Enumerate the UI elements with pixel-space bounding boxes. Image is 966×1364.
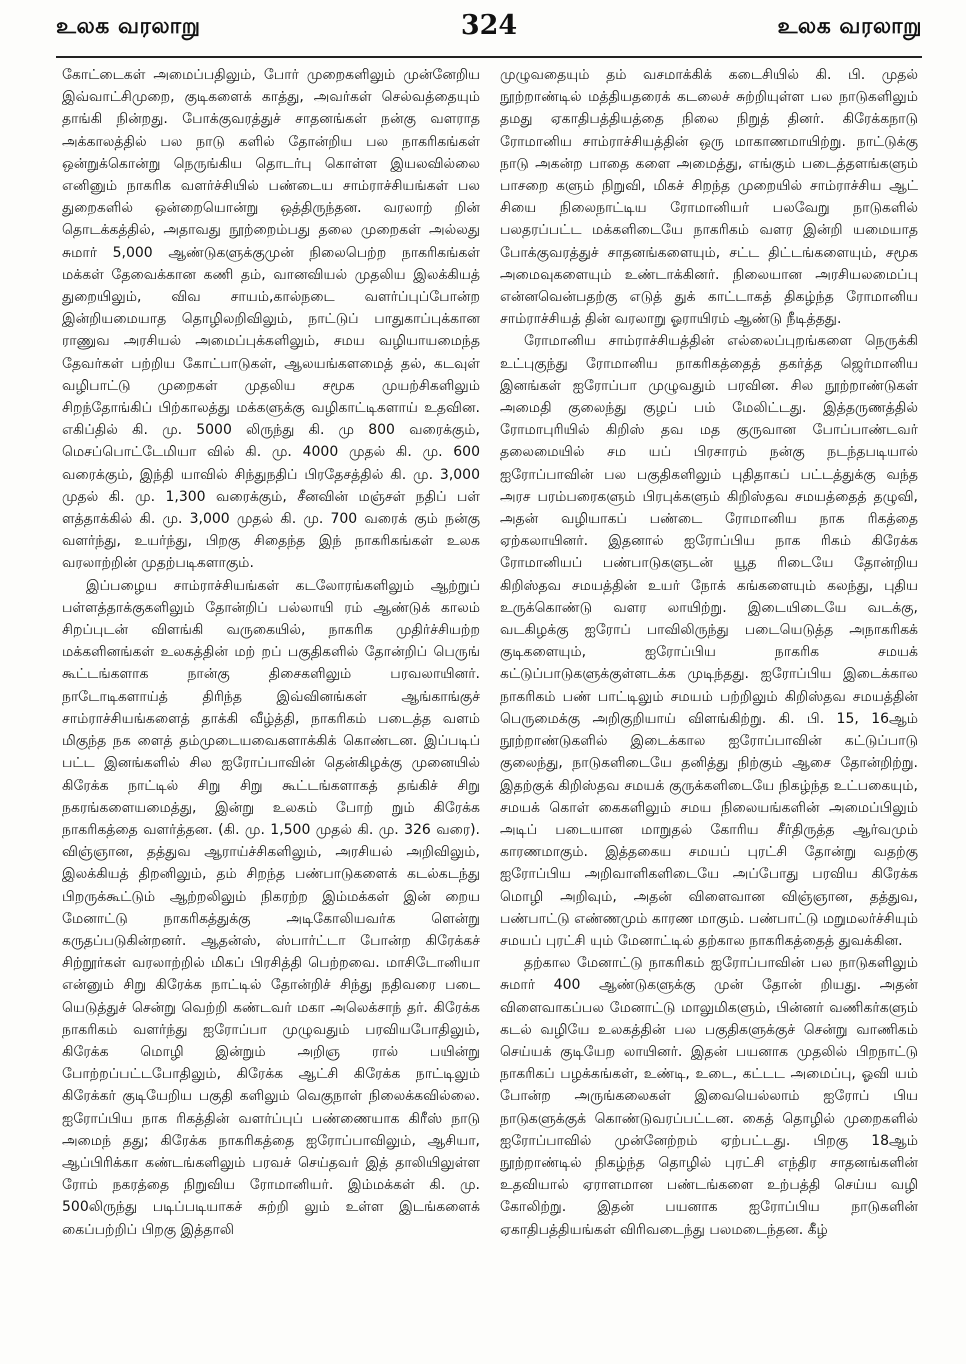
- page-number: 324: [460, 10, 518, 41]
- left-column: [62, 64, 480, 1356]
- right-paragraph-1: முழுவதையும் தம் வசமாக்கிக் கடைசியில் கி. பி. முதல் நூற்றாண்டில் மத்தியதரைக் கடலைச் சுற்றியுள்ள பல நாடுகளிலும் தமது ஏகாதிபத்தியத்தை நிலை நிறுத் தினர். கிரேக்கநாடு ரோமானிய சாம்ராச்சியத்தின் ஒரு மாகாணமாயிற்று. நாட்டுக்கு நாடு அகன்ற பாதை களை அமைத்து, எங்கும் படைத்தளங்களும் பாசறை களும் நிறுவி, மிகச் சிறந்த முறையில் சாம்ராச்சிய ஆட் சியை நிலைநாட்டிய ரோமானியர் பலவேறு நாடுகளில் பலதரப்பட்ட மக்களிடையே நாகரிகம் வளர இன்றி யமையாத போக்குவரத்துச் சாதனங்களையும், சட்ட திட்டங்களையும், சமூக அமைவுகளையும் உண்டாக்கினர். நிலையான அரசியலமைப்பு என்னவென்பதற்கு எடுத் துக் காட்டாகத் திகழ்ந்த ரோமானிய சாம்ராச்சியத் தின் வரலாறு ஓராயிரம் ஆண்டு நீடித்தது.: [500, 67, 918, 328]
- running-title-left: உலக வரலாறு: [56, 14, 201, 39]
- right-paragraph-3: தற்கால மேனாட்டு நாகரிகம் ஐரோப்பாவின் பல நாடுகளிலும் சுமார் 400 ஆண்டுகளுக்கு முன் தோன் றியது. அதன் விளைவாகப்பல மேனாட்டு மாலுமிகளும், பின்னர் வணிகர்களும் கடல் வழியே உலகத்தின் பல பகுதிகளுக்குச் சென்று வாணிகம் செய்யக் குடியேற லாயினர். இதன் பயனாக முதலில் பிறநாட்டு நாகரிகப் பழக்கங்கள், உண்டி, உடை, கட்டட அமைப்பு, ஓவி யம் போன்ற அருங்கலைகள் இவையெல்லாம் ஐரோப் பிய நாடுகளுக்குக் கொண்டுவரப்பட்டன. கைத் தொழில் முறைகளில் ஐரோப்பாவில் முன்னேற்றம் ஏற்பட்டது. பிறகு 18ஆம் நூற்றாண்டில் நிகழ்ந்த தொழில் புரட்சி எந்திர சாதனங்களின் உதவியால் ஏராளமான பண்டங்களை உற்பத்தி செய்ய வழி கோலிற்று. இதன் பயனாக ஐரோப்பிய நாடுகளின் ஏகாதிபத்தியங்கள் விரிவடைந்து பலமடைந்தன. கீழ்: [500, 955, 918, 1238]
- left-paragraph-1: கோட்டைகள் அமைப்பதிலும், போர் முறைகளிலும் முன்னேறிய இவ்வாட்சிமுறை, குடிகளைக் காத்து, அவர்கள் செல்வத்தையும் தாங்கி நின்றது. போக்குவரத்துச் சாதனங்கள் நன்கு வளராத அக்காலத்தில் பல நாடு களில் தோன்றிய பல நாகரிகங்கள் ஒன்றுக்கொன்று நெருங்கிய தொடர்பு கொள்ள இயலவில்லை எனினும் நாகரிக வளர்ச்சியில் பண்டைய சாம்ராச்சியங்கள் பல துறைகளில் ஒன்றையொன்று ஒத்திருந்தன. வரலாற் றின் தொடக்கத்தில், அதாவது நூற்றைம்பது தலை முறைகள் அல்லது சுமார் 5,000 ஆண்டுகளுக்குமுன் நிலைபெற்ற நாகரிகங்கள் மக்கள் தேவைக்கான கணி தம், வானவியல் முதலிய இலக்கியத் துறையிலும், விவ சாயம்,கால்நடை வளர்ப்புப்போன்ற இன்றியமையாத தொழிலறிவிலும், நாட்டுப் பாதுகாப்புக்கான ராணுவ அரசியல் அமைப்புக்களிலும், சமய வழியாயமைந்த தேவர்கள் பற்றிய கோட்பாடுகள், ஆலயங்களமைத் தல், கடவுள் வழிபாட்டு முறைகள் முதலிய சமூக முயற்சிகளிலும் சிறந்தோங்கிப் பிற்காலத்து மக்களுக்கு வழிகாட்டிகளாய் உதவின. எகிப்தில் கி. மு. 5000 லிருந்து கி. மு 800 வரைக்கும், மெசப்பொட்டேமியா வில் கி. மு. 4000 முதல் கி. மு. 600 வரைக்கும், இந்தி யாவில் சிந்துநதிப் பிரதேசத்தில் கி. மு. 3,000 முதல் கி. மு. 1,300 வரைக்கும், சீனவின் மஞ்சள் நதிப் பள் ளத்தாக்கில் கி. மு. 3,000 முதல் கி. மு. 700 வரைக் கும் நன்கு வளர்ந்து, உயர்ந்து, பிறகு சிதைந்த இந் நாகரிகங்கள் உலக வரலாற்றின் முதற்படிகளாகும்.: [62, 67, 480, 572]
- header-rule: [56, 56, 922, 58]
- running-title-right: உலக வரலாறு: [777, 14, 922, 39]
- right-column: [500, 64, 918, 1356]
- right-paragraph-2: ரோமானிய சாம்ராச்சியத்தின் எல்லைப்புறங்களை நெருக்கி உட்புகுந்து ரோமானிய நாகரிகத்தைத் தகர்த்த ஜெர்மானிய இனங்கள் ஐரோப்பா முழுவதும் பரவின. சில நூற்றாண்டுகள் அமைதி குலைந்து குழப் பம் மேலிட்டது. இத்தருணத்தில் ரோமாபுரியில் கிறிஸ் தவ மத குருவான போப்பாண்டவர் தலைமையில் சம யப் பிரசாரம் நன்கு நடந்தபடியால் ஐரோப்பாவின் பல பகுதிகளிலும் புதிதாகப் பட்டத்துக்கு வந்த அரச பரம்பரைகளும் பிரபுக்களும் கிறிஸ்தவ சமயத்தைத் தழுவி, அதன் வழியாகப் பண்டை ரோமானிய நாக ரிகத்தை ஏற்கலாயினர். இதனால் ஐரோப்பிய நாக ரிகம் கிரேக்க ரோமானியப் பண்பாடுகளுடன் யூத ரிடையே தோன்றிய கிறிஸ்தவ சமயத்தின் உயர் நோக் கங்களையும் கலந்து, புதிய உருக்கொண்டு வளர லாயிற்று. இடையிடையே வடக்கு, வடகிழக்கு ஐரோப் பாவிலிருந்து படையெடுத்த அநாகரிகக் குடிகளையும், ஐரோப்பிய நாகரிக சமயக் கட்டுப்பாடுகளுக்குள்ளடக்க முடிந்தது. ஐரோப்பிய இடைக்கால நாகரிகம் பண் பாட்டிலும் சமயம் பற்றிலும் கிறிஸ்தவ சமயத்தின் பெருமைக்கு அறிகுறியாய் விளங்கிற்று. கி. பி. 15, 16ஆம் நூற்றாண்டுகளில் இடைக்கால ஐரோப்பாவின் கட்டுப்பாடு குலைந்து, நாடுகளிடையே தனித்து நிற்கும் ஆசை தோன்றிற்று. இதற்குக் கிறிஸ்தவ சமயக் குருக்களிடையே நிகழ்ந்த உட்பகையும், சமயக் கொள் கைகளிலும் சமய நிலையங்களின் அமைப்பிலும் அடிப் படையான மாறுதல் கோரிய சீர்திருத்த ஆர்வமும் காரணமாகும். இத்தகைய சமயப் புரட்சி தோன்று வதற்கு ஐரோப்பிய அறிவாளிகளிடையே அப்போது பரவிய கிரேக்க மொழி அறிவும், அதன் விளைவான விஞ்ஞான, தத்துவ, பண்பாட்டு எண்ணமும் காரண மாகும். பண்பாட்டு மறுமலர்ச்சியும் சமயப் புரட்சி யும் மேனாட்டில் தற்கால நாகரிகத்தைத் துவக்கின.: [500, 333, 918, 949]
- left-paragraph-2: இப்பழைய சாம்ராச்சியங்கள் கடலோரங்களிலும் ஆற்றுப் பள்ளத்தாக்குகளிலும் தோன்றிப் பல்லாயி ரம் ஆண்டுக் காலம் சிறப்புடன் விளங்கி வருகையில், நாகரிக முதிர்ச்சியற்ற மக்களினங்கள் உலகத்தின் மற் றப் பகுதிகளில் தோன்றிப் பெருங் கூட்டங்களாக நான்கு திசைகளிலும் பரவலாயினர். நாடோடிகளாய்த் திரிந்த இவ்வினங்கள் ஆங்காங்குச் சாம்ராச்சியங்களைத் தாக்கி வீழ்த்தி, நாகரிகம் படைத்த வளம் மிகுந்த நக ளைத் தம்முடையவைகளாக்கிக் கொண்டன. இப்படிப் பட்ட இனங்களில் சில ஐரோப்பாவின் தென்கிழக்கு முனையில் கிரேக்க நாட்டில் சிறு சிறு கூட்டங்களாகத் தங்கிச் சிறு நகரங்களையமைத்து, இன்று உலகம் போற் றும் கிரேக்க நாகரிகத்தை வளர்த்தன. (கி. மு. 1,500 முதல் கி. மு. 326 வரை). விஞ்ஞான, தத்துவ ஆராய்ச்சிகளிலும், அரசியல் அறிவிலும், இலக்கியத் திறனிலும், தம் சிறந்த பண்பாடுகளைக் கடல்கடந்து பிறருக்கூட்டும் ஆற்றலிலும் நிகரற்ற இம்மக்கள் இன் றைய மேனாட்டு நாகரிகத்துக்கு அடிகோலியவர்க ளென்று கருதப்படுகின்றனர். ஆதன்ஸ், ஸ்பார்ட்டா போன்ற கிரேக்கச் சிற்றூர்கள் வரலாற்றில் மிகப் பிரசித்தி பெற்றவை. மாசிடோனியா என்னும் சிறு கிரேக்க நாட்டில் தோன்றிச் சிந்து நதிவரை படை யெடுத்துச் சென்று வெற்றி கண்டவர் மகா அலெக்சாந் தர். கிரேக்க நாகரிகம் வளர்ந்து ஐரோப்பா முழுவதும் பரவியபோதிலும், கிரேக்க மொழி இன்றும் அறிஞ ரால் பயின்று போற்றப்பட்டபோதிலும், கிரேக்க ஆட்சி கிரேக்க நாட்டிலும் கிரேக்கர் குடியேறிய பகுதி களிலும் வெகுநாள் நிலைக்கவில்லை. ஐரோப்பிய நாக ரிகத்தின் வளர்ப்புப் பண்ணையாக கிரீஸ் நாடு அமைந் தது; கிரேக்க நாகரிகத்தை ஐரோப்பாவிலும், ஆசியா, ஆப்பிரிக்கா கண்டங்களிலும் பரவச் செய்தவர் இத் தாலியிலுள்ள ரோம் நகரத்தை நிறுவிய ரோமானியர். இம்மக்கள் கி. மு. 500லிருந்து படிப்படியாகச் சுற்றி லும் உள்ள இடங்களைக் கைப்பற்றிப் பிறகு இத்தாலி: [62, 577, 480, 1238]
- page-header: [56, 10, 922, 50]
